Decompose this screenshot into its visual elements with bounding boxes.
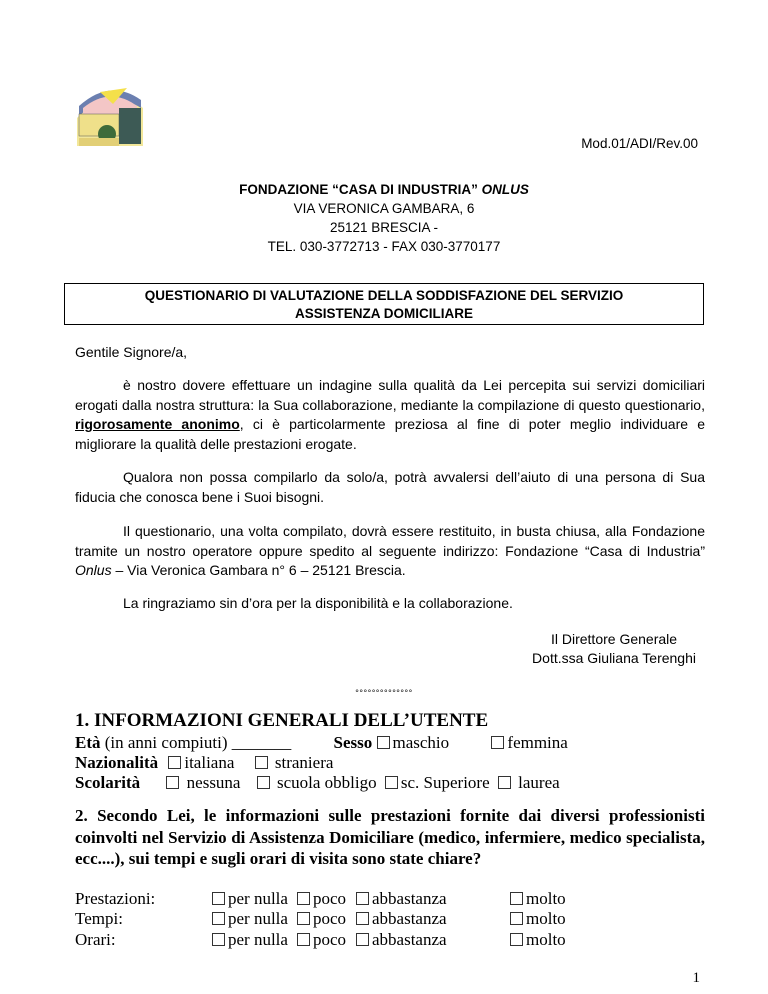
option-abbastanza[interactable]: abbastanza	[356, 908, 447, 929]
education-row: Scolarità nessuna scuola obbligo sc. Superiore laurea	[75, 773, 560, 792]
checkbox-straniera[interactable]: straniera	[255, 753, 334, 772]
checkbox-laurea[interactable]: laurea	[498, 773, 560, 792]
age-field[interactable]: (in anni compiuti) _______	[100, 733, 292, 752]
section1-title: 1. INFORMAZIONI GENERALI DELL’UTENTE	[75, 710, 489, 731]
nationality-row: Nazionalità italiana straniera	[75, 753, 334, 772]
assistance-paragraph: Qualora non possa compilarlo da solo/a, potrà avvalersi dell’aiuto di una persona di Sua fiducia che conosca bene i Suoi bisogni.	[75, 469, 705, 505]
page-number: 1	[692, 970, 700, 986]
organization-header: FONDAZIONE “CASA DI INDUSTRIA” ONLUS VIA VERONICA GAMBARA, 6 25121 BRESCIA - TEL. 030-3772713 - FAX 030-3770177	[239, 182, 529, 254]
option-poco[interactable]: poco	[297, 929, 346, 950]
checkbox-femmina[interactable]: femmina	[491, 733, 567, 752]
signature: Il Direttore Generale Dott.ssa Giuliana Terenghi	[532, 631, 696, 666]
thanks-paragraph: La ringraziamo sin d’ora per la disponibilità e la collaborazione.	[123, 595, 513, 611]
option-abbastanza[interactable]: abbastanza	[356, 888, 447, 909]
rating-row-orari: Orari: per nulla poco abbastanza molto	[75, 930, 566, 949]
separator: °°°°°°°°°°°°°°	[355, 688, 413, 698]
return-paragraph: Il questionario, una volta compilato, dovrà essere restituito, in busta chiusa, alla Fondazione tramite un nostro operatore oppure spedito al seguente indirizzo: Fondazione “Casa di Industria” Onlus – Via Veronica Gambara n° 6 – 25121 Brescia.	[75, 523, 705, 578]
checkbox-sc-superiore[interactable]: sc. Superiore	[385, 773, 490, 792]
checkbox-italiana[interactable]: italiana	[168, 753, 234, 772]
checkbox-scuola-obbligo[interactable]: scuola obbligo	[257, 773, 377, 792]
option-molto[interactable]: molto	[510, 929, 566, 950]
greeting: Gentile Signore/a,	[75, 344, 188, 360]
rating-row-prestazioni: Prestazioni: per nulla poco abbastanza molto	[75, 889, 566, 908]
option-molto[interactable]: molto	[510, 888, 566, 909]
checkbox-maschio[interactable]: maschio	[377, 733, 450, 752]
section2-question: 2. Secondo Lei, le informazioni sulle prestazioni fornite dai diversi professionisti coinvolti nel Servizio di Assistenza Domiciliare (medico, infermiere, medico specialista, ecc....), sui tempi e sugli orari di visita sono state chiare?	[75, 806, 705, 868]
option-poco[interactable]: poco	[297, 908, 346, 929]
rating-row-tempi: Tempi: per nulla poco abbastanza molto	[75, 909, 566, 928]
age-sex-row: Età (in anni compiuti) _______ Sesso maschio femmina	[75, 733, 568, 752]
checkbox-nessuna[interactable]: nessuna	[166, 773, 240, 792]
questionnaire-title: QUESTIONARIO DI VALUTAZIONE DELLA SODDISFAZIONE DEL SERVIZIO ASSISTENZA DOMICILIARE	[64, 283, 704, 325]
option-abbastanza[interactable]: abbastanza	[356, 929, 447, 950]
option-per-nulla[interactable]: per nulla	[212, 888, 288, 909]
option-molto[interactable]: molto	[510, 908, 566, 929]
form-code: Mod.01/ADI/Rev.00	[581, 136, 698, 151]
intro-paragraph: è nostro dovere effettuare un indagine sulla qualità da Lei percepita sui servizi domiciliari erogati dalla nostra struttura: la Sua collaborazione, mediante la compilazione di questo questionario, rigorosamente anonimo, ci è particolarmente preziosa al fine di poter meglio individuare e migliorare la qualità delle prestazioni erogate.	[75, 377, 705, 452]
option-poco[interactable]: poco	[297, 888, 346, 909]
foundation-logo	[75, 78, 145, 148]
option-per-nulla[interactable]: per nulla	[212, 908, 288, 929]
option-per-nulla[interactable]: per nulla	[212, 929, 288, 950]
